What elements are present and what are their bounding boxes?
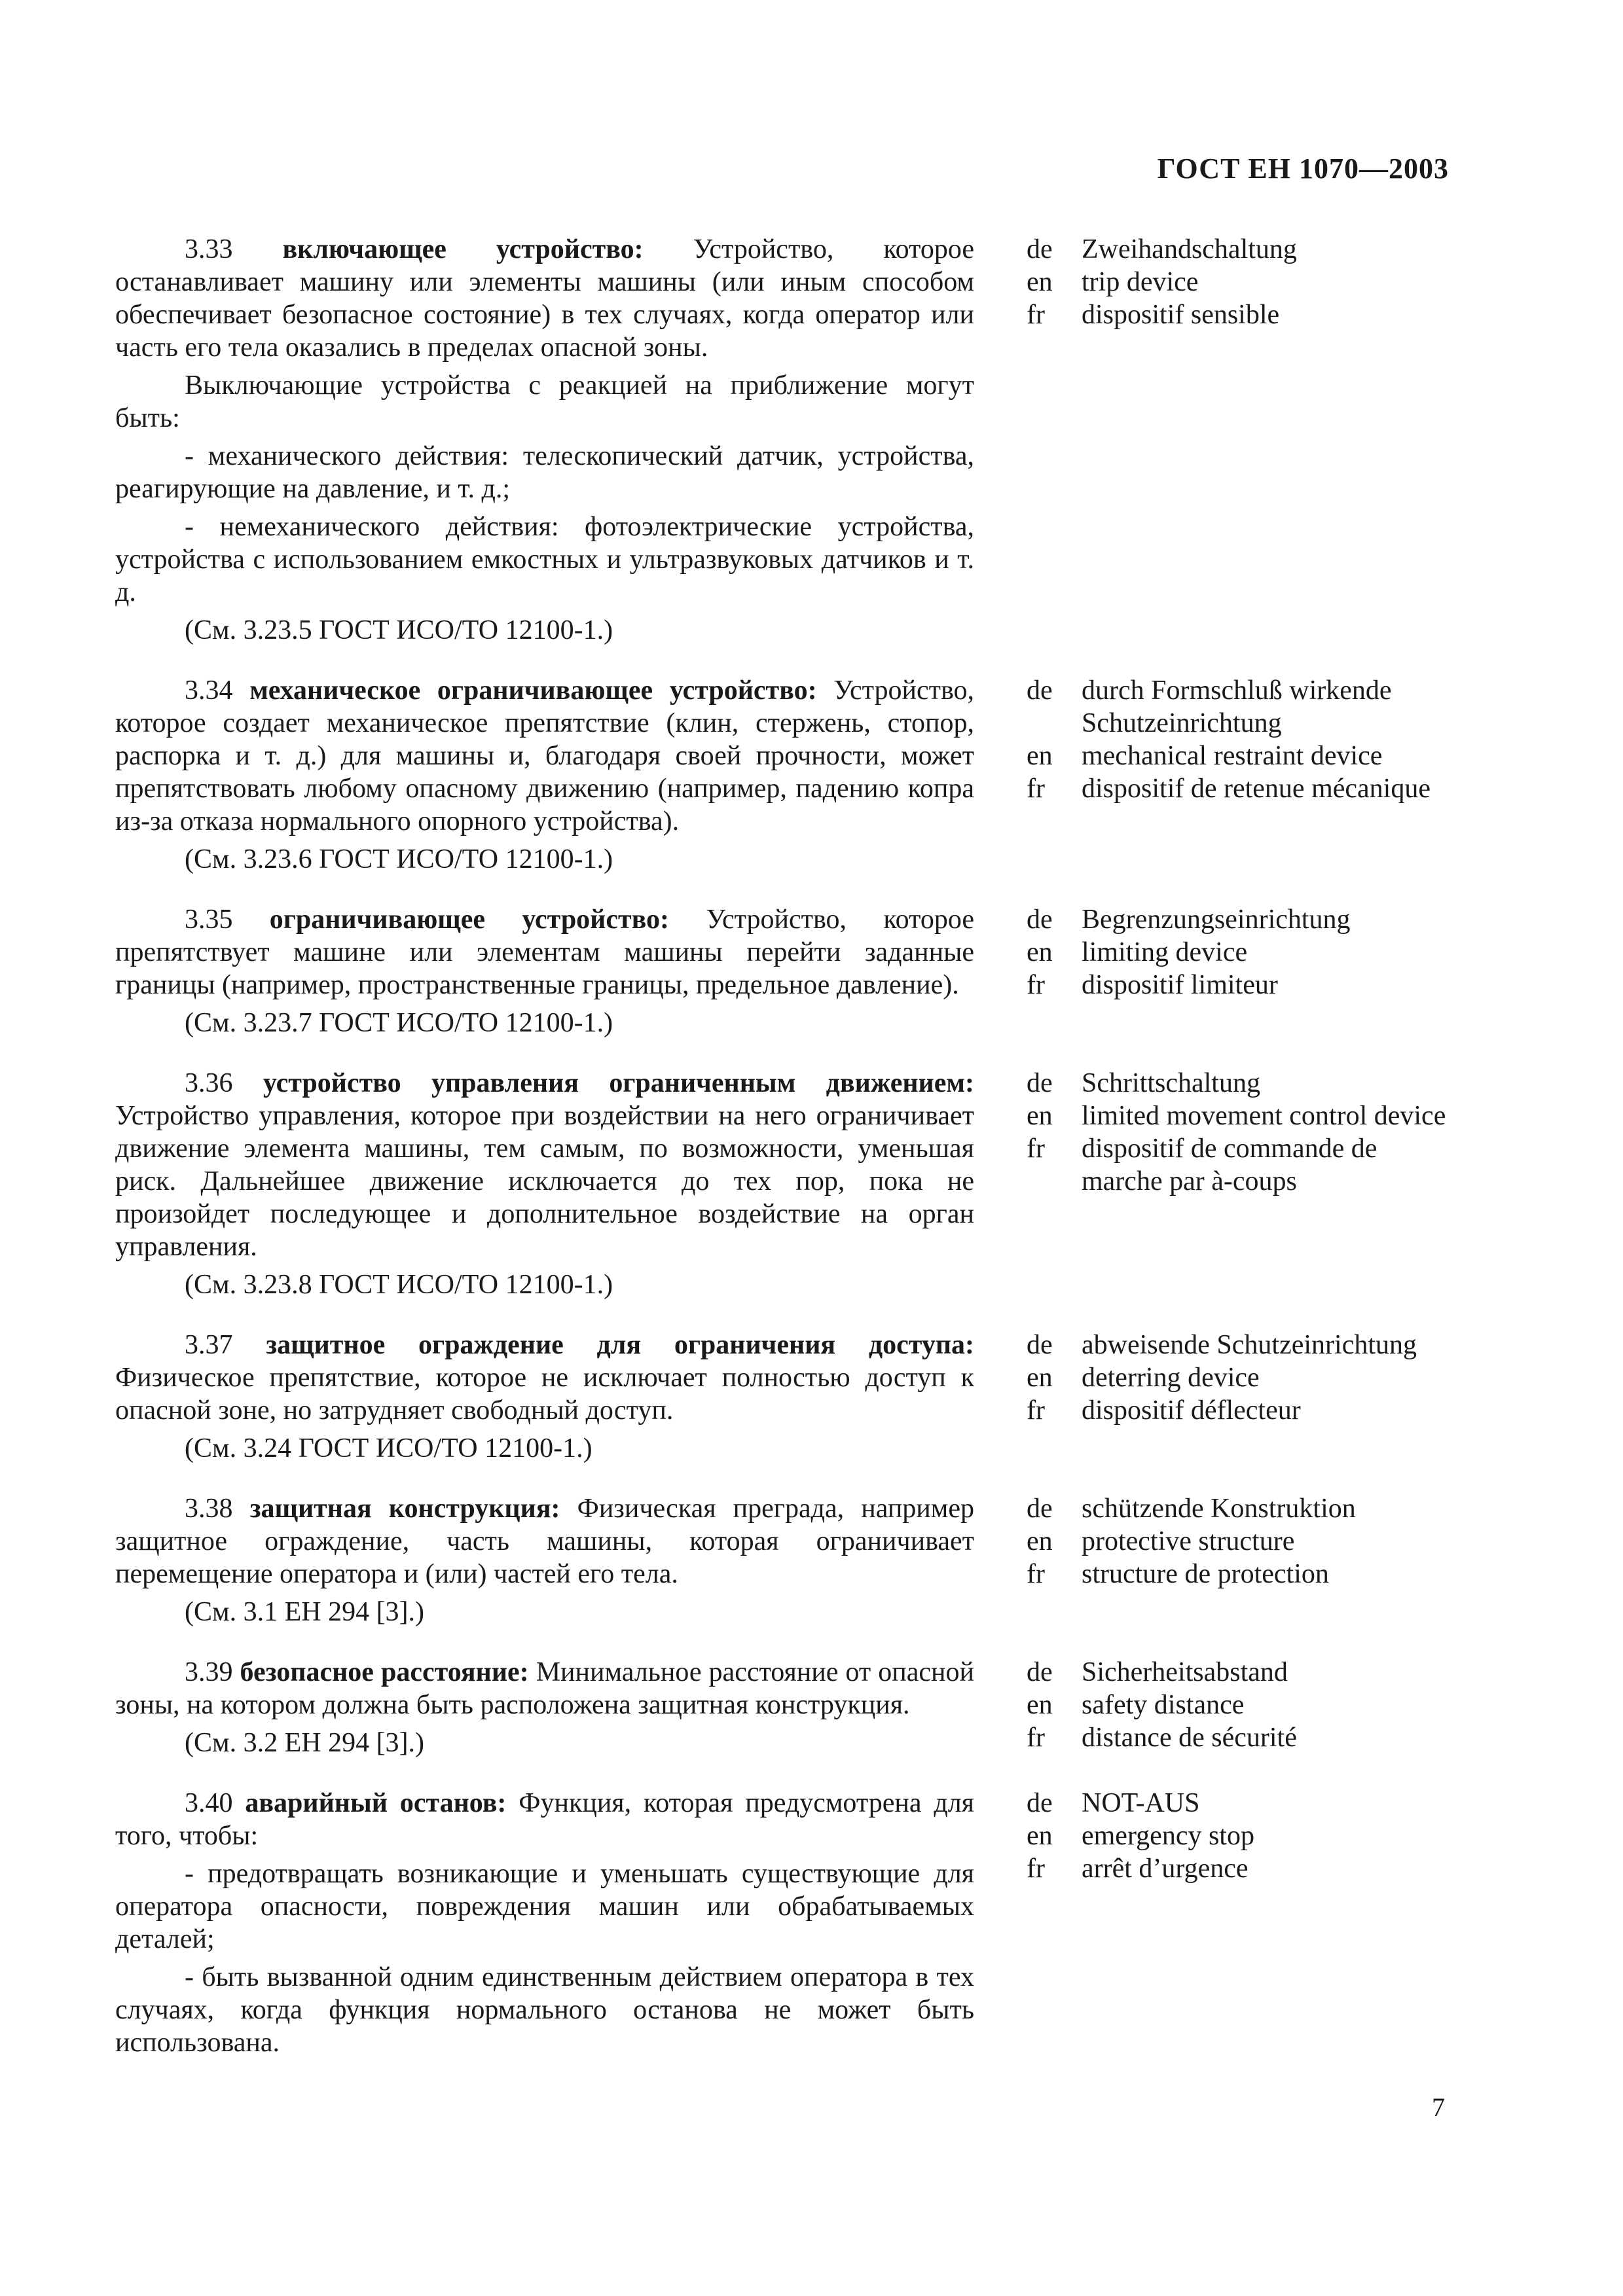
translation-lang: en	[1027, 1363, 1053, 1393]
translation-lang: fr	[1027, 300, 1045, 330]
term-definition-block	[115, 233, 974, 647]
term-translations	[1027, 903, 1451, 1039]
term-definition-text: Устройство, которое создает механическое препятствие (клин, стержень, стопор, распорка и т. д.) для машины и, благодаря своей прочности, может препятствовать любому опасному движению (например, падению копра из-за отказа нормального опорного устройства).	[115, 675, 974, 836]
term-definition	[115, 903, 974, 1001]
translation-row	[1027, 903, 1451, 936]
translation-text: protective structure	[1082, 1526, 1295, 1556]
translation-text: Zweihandschaltung	[1082, 234, 1297, 264]
translation-row	[1027, 1492, 1451, 1525]
term-definition-block	[115, 1656, 974, 1759]
term-entry	[115, 674, 1451, 876]
translation-text: NOT-AUS	[1082, 1788, 1200, 1818]
translation-lang: fr	[1027, 1559, 1045, 1589]
translation-lang: fr	[1027, 970, 1045, 1000]
term-list-item: - немеханического действия: фотоэлектрические устройства, устройства с использованием емкостных и ультразвуковых датчиков и т. д.	[115, 512, 974, 607]
term-list-item: - предотвращать возникающие и уменьшать существующие для оператора опасности, повреждения машин или обрабатываемых деталей;	[115, 1859, 974, 1954]
term-list-item: - быть вызванной одним единственным действием оператора в тех случаях, когда функция нормального останова не может быть использована.	[115, 1962, 974, 2058]
translation-lang: en	[1027, 1690, 1053, 1720]
translation-row	[1027, 1132, 1451, 1198]
term-definition-block	[115, 1787, 974, 2064]
term-name: устройство управления ограниченным движением:	[263, 1068, 974, 1098]
term-reference: (См. 3.23.7 ГОСТ ИСО/ТО 12100-1.)	[185, 1008, 613, 1038]
translation-text: Schrittschaltung	[1082, 1068, 1260, 1098]
translation-lang: en	[1027, 937, 1053, 967]
term-definition-text: Устройство управления, которое при воздействии на него ограничивает движение элемента машины, тем самым, по возможности, уменьшая риск. Дальнейшее движение исключается до тех пор, пока не произойдет последующее и дополнительное воздействие на орган управления.	[115, 1101, 974, 1262]
translation-lang: fr	[1027, 774, 1045, 804]
translation-text: limited movement control device	[1082, 1101, 1446, 1131]
term-definition-block	[115, 1329, 974, 1465]
translation-row	[1027, 1525, 1451, 1558]
term-definition	[115, 674, 974, 838]
term-entry	[115, 1656, 1451, 1759]
term-definition	[115, 1329, 974, 1427]
translation-text: limiting device	[1082, 937, 1248, 967]
term-name: ограничивающее устройство:	[269, 905, 670, 935]
translation-text: distance de sécurité	[1082, 1723, 1297, 1753]
translation-lang: de	[1027, 1788, 1053, 1818]
term-name: безопасное расстояние:	[240, 1657, 529, 1687]
term-entry	[115, 1492, 1451, 1628]
translation-lang: fr	[1027, 1854, 1045, 1884]
term-number: 3.34	[185, 675, 233, 706]
translation-lang: fr	[1027, 1395, 1045, 1426]
translation-lang: fr	[1027, 1134, 1045, 1164]
term-definition	[115, 233, 974, 364]
term-entry	[115, 1329, 1451, 1465]
term-number: 3.33	[185, 234, 233, 264]
translation-text: deterring device	[1082, 1363, 1260, 1393]
term-definition	[115, 1067, 974, 1263]
translation-lang: en	[1027, 1101, 1053, 1131]
term-number: 3.37	[185, 1330, 233, 1360]
translation-row	[1027, 233, 1451, 266]
translation-text: emergency stop	[1082, 1821, 1254, 1851]
term-entry	[115, 903, 1451, 1039]
term-definition-text: Минимальное расстояние от опасной зоны, на котором должна быть расположена защитная конструкция.	[115, 1657, 974, 1720]
translation-row	[1027, 1721, 1451, 1754]
term-definition	[115, 1656, 974, 1721]
term-number: 3.35	[185, 905, 233, 935]
translation-row	[1027, 1067, 1451, 1100]
term-number: 3.38	[185, 1494, 233, 1524]
translation-row	[1027, 1689, 1451, 1721]
term-reference: (См. 3.2 ЕН 294 [3].)	[185, 1728, 425, 1758]
translation-text: trip device	[1082, 267, 1199, 297]
term-reference: (См. 3.1 ЕН 294 [3].)	[185, 1597, 425, 1627]
translation-row	[1027, 1329, 1451, 1361]
translation-text: Sicherheitsabstand	[1082, 1657, 1288, 1687]
translation-text: dispositif de commande de marche par à-coups	[1082, 1134, 1377, 1196]
translation-row	[1027, 1852, 1451, 1885]
translation-lang: de	[1027, 905, 1053, 935]
translation-lang: de	[1027, 1657, 1053, 1687]
term-translations	[1027, 674, 1451, 876]
term-definition-text: Функция, которая предусмотрена для того, чтобы:	[115, 1788, 974, 1851]
translation-row	[1027, 674, 1451, 740]
translation-row	[1027, 1820, 1451, 1852]
term-note: Выключающие устройства с реакцией на приближение могут быть:	[115, 370, 974, 433]
translation-row	[1027, 1787, 1451, 1820]
translation-row	[1027, 1558, 1451, 1590]
translation-text: dispositif limiteur	[1082, 970, 1278, 1000]
term-definition	[115, 1787, 974, 1852]
term-reference: (См. 3.23.8 ГОСТ ИСО/ТО 12100-1.)	[185, 1270, 613, 1300]
translation-row	[1027, 1361, 1451, 1394]
translation-lang: de	[1027, 1068, 1053, 1098]
translation-lang: de	[1027, 1494, 1053, 1524]
translation-text: safety distance	[1082, 1690, 1245, 1720]
term-entry	[115, 1067, 1451, 1301]
translation-text: dispositif déflecteur	[1082, 1395, 1301, 1426]
term-definition-block	[115, 1067, 974, 1301]
page-number: 7	[1432, 2092, 1445, 2122]
term-name: включающее устройство:	[282, 234, 644, 264]
translation-lang: de	[1027, 1330, 1053, 1360]
term-definition-block	[115, 1492, 974, 1628]
translation-lang: en	[1027, 1526, 1053, 1556]
translation-text: arrêt d’urgence	[1082, 1854, 1249, 1884]
term-number: 3.36	[185, 1068, 233, 1098]
translation-row	[1027, 1100, 1451, 1132]
translation-lang: de	[1027, 234, 1053, 264]
term-translations	[1027, 1656, 1451, 1759]
term-translations	[1027, 1067, 1451, 1301]
translation-lang: en	[1027, 741, 1053, 771]
translation-text: schützende Konstruktion	[1082, 1494, 1356, 1524]
translation-text: abweisende Schutzeinrichtung	[1082, 1330, 1417, 1360]
translation-text: structure de protection	[1082, 1559, 1329, 1589]
translation-row	[1027, 936, 1451, 969]
term-entry	[115, 233, 1451, 647]
translation-text: dispositif sensible	[1082, 300, 1280, 330]
translation-row	[1027, 1394, 1451, 1427]
translation-lang: de	[1027, 675, 1053, 706]
term-name: механическое ограничивающее устройство:	[249, 675, 817, 706]
term-translations	[1027, 233, 1451, 647]
translation-text: durch Formschluß wirkende Schutzeinrichtung	[1082, 675, 1392, 738]
term-entry	[115, 1787, 1451, 2064]
term-definition-text: Физическое препятствие, которое не исключает полностью доступ к опасной зоне, но затрудняет свободный доступ.	[115, 1363, 974, 1426]
term-definition-text: Физическая преграда, например защитное ограждение, часть машины, которая ограничивает перемещение оператора и (или) частей его тела.	[115, 1494, 974, 1589]
term-name: аварийный останов:	[245, 1788, 507, 1818]
term-name: защитная конструкция:	[249, 1494, 560, 1524]
term-definition-block	[115, 903, 974, 1039]
term-translations	[1027, 1787, 1451, 2064]
term-reference: (См. 3.24 ГОСТ ИСО/ТО 12100-1.)	[185, 1433, 593, 1463]
term-definition	[115, 1492, 974, 1590]
translation-row	[1027, 1656, 1451, 1689]
term-number: 3.39	[185, 1657, 233, 1687]
translation-row	[1027, 266, 1451, 298]
translation-row	[1027, 298, 1451, 331]
term-definition-text: Устройство, которое препятствует машине или элементам машины перейти заданные границы (например, пространственные границы, предельное давление).	[115, 905, 975, 1000]
term-translations	[1027, 1492, 1451, 1628]
term-definition-block	[115, 674, 974, 876]
translation-row	[1027, 740, 1451, 772]
term-reference: (См. 3.23.6 ГОСТ ИСО/ТО 12100-1.)	[185, 844, 613, 874]
translation-row	[1027, 772, 1451, 805]
term-list-item: - механического действия: телескопический датчик, устройства, реагирующие на давление, и т. д.;	[115, 441, 974, 504]
translation-row	[1027, 969, 1451, 1001]
terms-list	[115, 233, 1451, 2092]
translation-lang: fr	[1027, 1723, 1045, 1753]
term-translations	[1027, 1329, 1451, 1465]
translation-lang: en	[1027, 1821, 1053, 1851]
translation-text: dispositif de retenue mécanique	[1082, 774, 1431, 804]
term-reference: (См. 3.23.5 ГОСТ ИСО/ТО 12100-1.)	[185, 615, 613, 645]
term-number: 3.40	[185, 1788, 233, 1818]
translation-text: Begrenzungseinrichtung	[1082, 905, 1351, 935]
page-header: ГОСТ ЕН 1070—2003	[1157, 152, 1449, 185]
term-definition-text: Устройство, которое останавливает машину или элементы машины (или иным способом обеспечивает безопасное состояние) в тех случаях, когда оператор или часть его тела оказались в пределах опасной зоны.	[115, 234, 974, 363]
translation-lang: en	[1027, 267, 1053, 297]
translation-text: mechanical restraint device	[1082, 741, 1383, 771]
term-name: защитное ограждение для ограничения доступа:	[266, 1330, 975, 1360]
